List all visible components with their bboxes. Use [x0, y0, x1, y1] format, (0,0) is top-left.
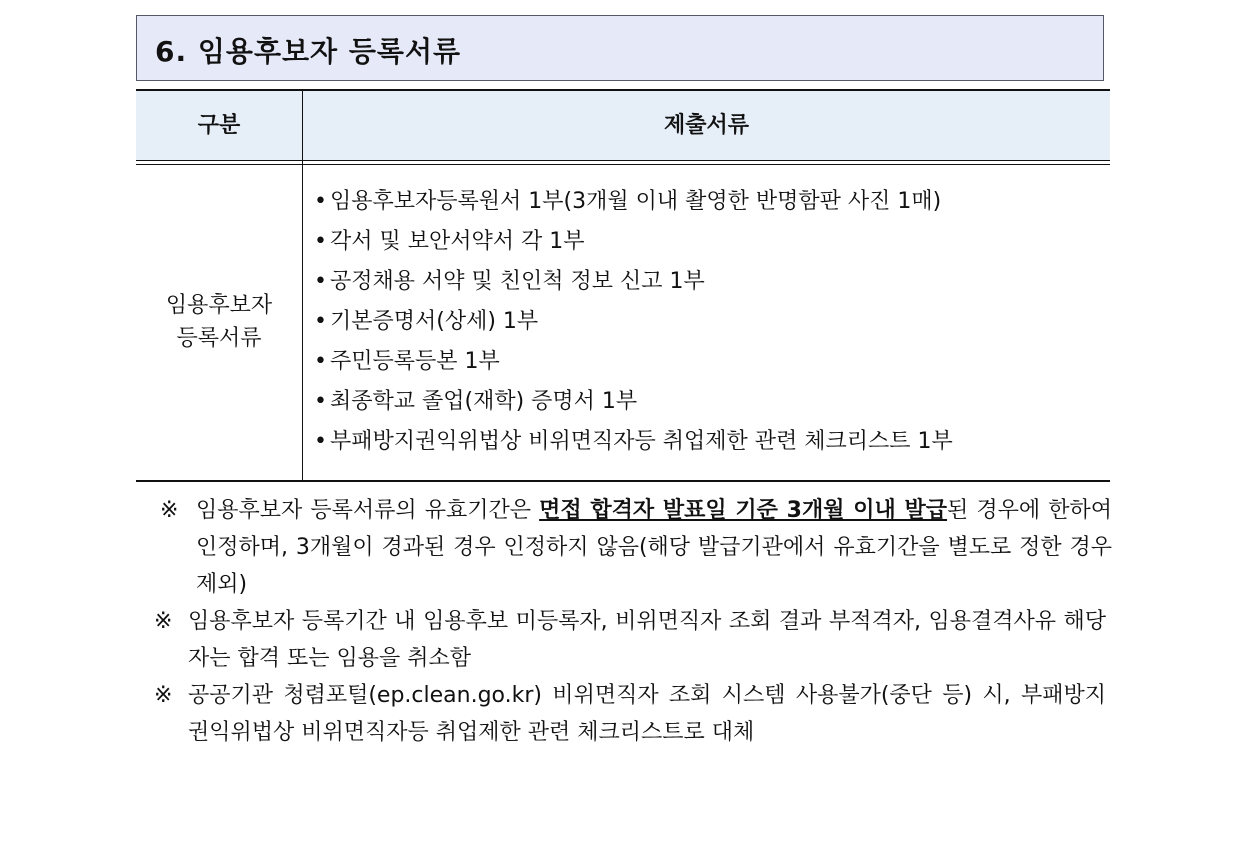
note-text: 된 경우에 한하여 인정하며, 3개월이 경과된 경우 인정하지 않음(해당 발급기관에서 유효기간을 별도로 정한 경우 제외) [196, 498, 1112, 597]
reference-mark-icon: ※ [154, 609, 173, 634]
note-text: 공공기관 청렴포털(ep.clean.go.kr) 비위면직자 조회 시스템 사용불가(중단 등) 시, 부패방지 권익위법상 비위면직자등 취업제한 관련 체크리스트로 대체 [188, 683, 1106, 745]
reference-mark-icon: ※ [154, 683, 173, 708]
list-item [314, 382, 953, 422]
note-text: 임용후보자 등록기간 내 임용후보 미등록자, 비위면직자 조회 결과 부적격자, 임용결격사유 해당자는 합격 또는 임용을 취소함 [188, 609, 1106, 671]
bullet-icon: • [314, 309, 327, 334]
document-item-text: 각서 및 보안서약서 각 1부 [330, 229, 585, 254]
document-item-text: 부패방지권익위법상 비위면직자등 취업제한 관련 체크리스트 1부 [330, 429, 953, 454]
header-documents: 제출서류 [663, 113, 749, 138]
list-item [314, 182, 953, 222]
bullet-icon: • [314, 189, 327, 214]
bullet-icon: • [314, 349, 327, 374]
section-title-box [136, 15, 1104, 81]
note-emphasis: 면접 합격자 발표일 기준 3개월 이내 발급 [539, 498, 948, 523]
document-item-text: 기본증명서(상세) 1부 [330, 309, 539, 334]
bullet-icon: • [314, 389, 327, 414]
document-list [314, 182, 953, 462]
note-validity-period [160, 492, 1112, 603]
notes-section [154, 492, 1112, 751]
list-item [314, 222, 953, 262]
category-label-line: 임용후보자 [165, 293, 273, 318]
reference-mark-icon: ※ [160, 498, 179, 523]
bullet-icon: • [314, 229, 327, 254]
note-cancellation [154, 603, 1106, 677]
bullet-icon: • [314, 429, 327, 454]
list-item [314, 262, 953, 302]
document-item-text: 공정채용 서약 및 친인척 정보 신고 1부 [330, 269, 705, 294]
list-item [314, 342, 953, 382]
header-category: 구분 [197, 113, 241, 138]
document-item-text: 주민등록등본 1부 [330, 349, 500, 374]
bullet-icon: • [314, 269, 327, 294]
category-cell [136, 289, 302, 355]
table-header-rule [136, 160, 1110, 161]
note-alternative-checklist [154, 677, 1106, 751]
document-item-text: 임용후보자등록원서 1부(3개월 이내 촬영한 반명함판 사진 1매) [330, 189, 942, 214]
documents-table [136, 89, 1110, 482]
table-header-rule-double [136, 164, 1110, 165]
document-item-text: 최종학교 졸업(재학) 증명서 1부 [330, 389, 638, 414]
list-item [314, 302, 953, 342]
section-title: 6. 임용후보자 등록서류 [155, 35, 462, 68]
list-item [314, 422, 953, 462]
table-bottom-rule [136, 480, 1110, 482]
category-label-line: 등록서류 [176, 326, 262, 351]
note-text: 임용후보자 등록서류의 유효기간은 [196, 498, 540, 523]
